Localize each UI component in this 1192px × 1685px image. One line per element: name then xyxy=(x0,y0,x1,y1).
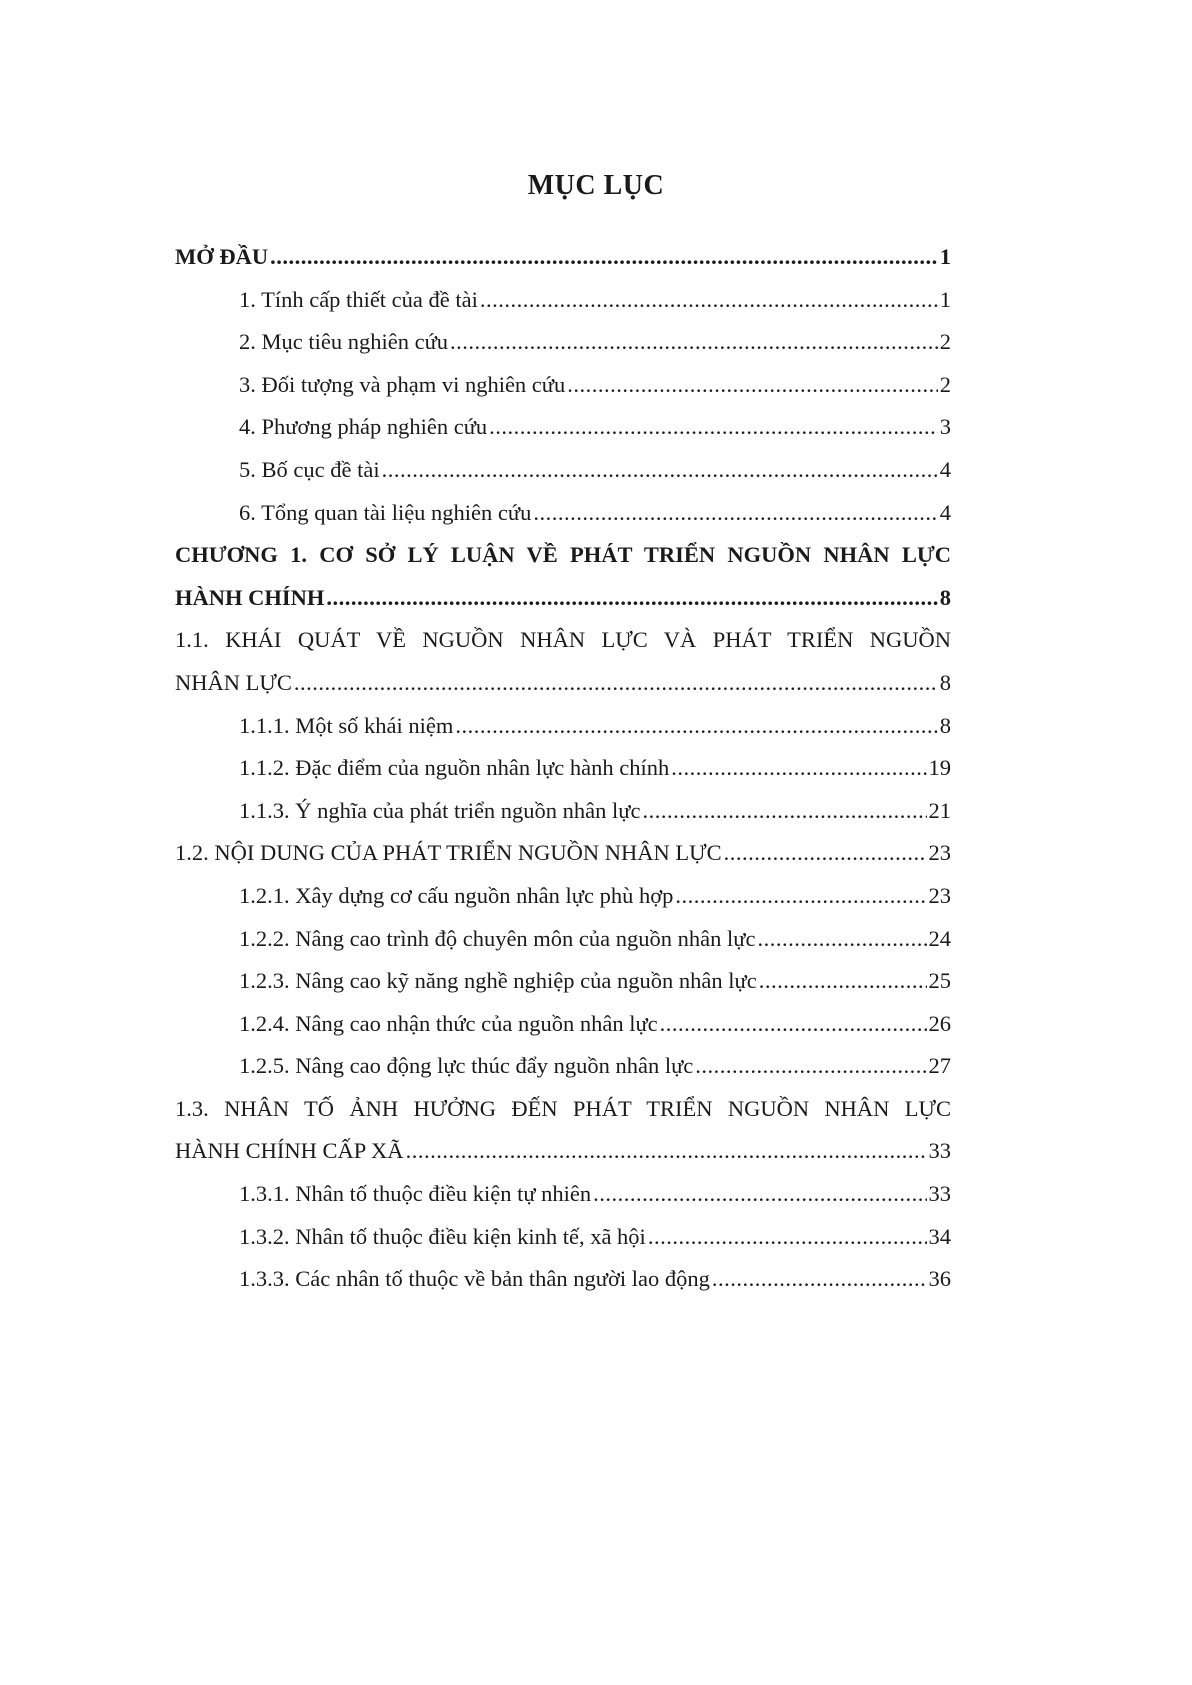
toc-entry-text: 1.2. NỘI DUNG CỦA PHÁT TRIỂN NGUỒN NHÂN LỰC xyxy=(175,840,722,866)
toc-entry-text: MỞ ĐẦU xyxy=(175,244,269,269)
toc-entry[interactable] xyxy=(175,1258,951,1301)
toc-entry-text: 1.1.3. Ý nghĩa của phát triển nguồn nhân lực xyxy=(239,797,641,823)
dot-leader xyxy=(455,705,937,748)
toc-page-number: 2 xyxy=(939,329,951,355)
dot-leader xyxy=(712,1258,927,1301)
toc-page-number: 23 xyxy=(928,882,951,908)
toc-page-number: 23 xyxy=(928,840,951,866)
toc-section-heading-continued[interactable] xyxy=(175,1130,951,1173)
dot-leader xyxy=(270,236,938,279)
toc-entry[interactable] xyxy=(175,790,951,833)
dot-leader xyxy=(648,1216,927,1259)
toc-chapter-heading-continued[interactable] xyxy=(175,577,951,620)
dot-leader xyxy=(326,577,937,620)
toc-entry[interactable] xyxy=(175,1045,951,1088)
dot-leader xyxy=(642,790,926,833)
toc-chapter-heading[interactable] xyxy=(175,534,951,577)
toc-entry-text: 1.1.1. Một số khái niệm xyxy=(239,712,454,738)
dot-leader xyxy=(294,662,938,705)
dot-leader xyxy=(695,1045,926,1088)
toc-entry[interactable] xyxy=(175,321,951,364)
toc-entry[interactable] xyxy=(175,747,951,790)
toc-entry-text: 1.1. KHÁI QUÁT VỀ NGUỒN NHÂN LỰC VÀ PHÁT TRIỂN NGUỒN xyxy=(175,627,951,653)
dot-leader xyxy=(593,1173,926,1216)
dot-leader xyxy=(382,449,938,492)
toc-entry[interactable] xyxy=(175,918,951,961)
toc-entry-text: 1.3.3. Các nhân tố thuộc về bản thân người lao động xyxy=(239,1266,710,1292)
toc-entry[interactable] xyxy=(175,960,951,1003)
toc-page-number: 1 xyxy=(939,244,951,269)
dot-leader xyxy=(406,1130,927,1173)
toc-entry[interactable] xyxy=(175,406,951,449)
dot-leader xyxy=(533,492,937,535)
toc-entry[interactable] xyxy=(175,1003,951,1046)
toc-section-heading[interactable] xyxy=(175,832,951,875)
toc-entry-text: 2. Mục tiêu nghiên cứu xyxy=(239,329,449,355)
toc-section-heading[interactable] xyxy=(175,619,951,662)
toc-page-number: 1 xyxy=(939,286,951,312)
toc-entry-text: 1.3.1. Nhân tố thuộc điều kiện tự nhiên xyxy=(239,1181,592,1207)
toc-entry-text: 1.2.1. Xây dựng cơ cấu nguồn nhân lực phù hợp xyxy=(239,882,674,908)
dot-leader xyxy=(660,1003,927,1046)
toc-entry-text: 6. Tổng quan tài liệu nghiên cứu xyxy=(239,499,532,525)
toc-entry-text: 1.3.2. Nhân tố thuộc điều kiện kinh tế, xã hội xyxy=(239,1223,646,1249)
toc-page-number: 8 xyxy=(939,669,951,695)
toc-page-number: 27 xyxy=(928,1053,951,1079)
toc-entry[interactable] xyxy=(175,492,951,535)
toc-entry-text: NHÂN LỰC xyxy=(175,669,292,695)
toc-entry-text: 1.2.3. Nâng cao kỹ năng nghề nghiệp của nguồn nhân lực xyxy=(239,968,757,994)
toc-entry[interactable] xyxy=(175,705,951,748)
toc-page-number: 33 xyxy=(928,1138,951,1164)
toc-entry[interactable] xyxy=(175,279,951,322)
toc-entry-text: HÀNH CHÍNH CẤP XÃ xyxy=(175,1138,404,1164)
table-of-contents xyxy=(175,236,951,1301)
toc-entry-text: 1.2.4. Nâng cao nhận thức của nguồn nhân lực xyxy=(239,1010,658,1036)
toc-page-number: 4 xyxy=(939,499,951,525)
toc-entry-text: 1. Tính cấp thiết của đề tài xyxy=(239,286,478,312)
dot-leader xyxy=(567,364,938,407)
toc-entry-text: 1.3. NHÂN TỐ ẢNH HƯỞNG ĐẾN PHÁT TRIỂN NGUỒN NHÂN LỰC xyxy=(175,1095,951,1121)
toc-page-number: 19 xyxy=(928,755,951,781)
toc-entry[interactable] xyxy=(175,364,951,407)
toc-section-heading[interactable] xyxy=(175,1088,951,1131)
toc-page-number: 8 xyxy=(939,584,951,610)
toc-entry[interactable] xyxy=(175,1173,951,1216)
dot-leader xyxy=(757,918,926,961)
toc-page-number: 34 xyxy=(928,1223,951,1249)
toc-page-number: 33 xyxy=(928,1181,951,1207)
toc-entry-text: 1.2.2. Nâng cao trình độ chuyên môn của nguồn nhân lực xyxy=(239,925,756,951)
toc-page-number: 8 xyxy=(939,712,951,738)
toc-page-number: 24 xyxy=(928,925,951,951)
toc-entry-text: 4. Phương pháp nghiên cứu xyxy=(239,414,488,440)
dot-leader xyxy=(724,832,927,875)
toc-page-number: 25 xyxy=(928,968,951,994)
toc-entry-text: HÀNH CHÍNH xyxy=(175,584,325,610)
toc-page-number: 21 xyxy=(928,797,951,823)
dot-leader xyxy=(450,321,938,364)
toc-entry[interactable] xyxy=(175,1216,951,1259)
toc-entry-text: 5. Bố cục đề tài xyxy=(239,456,380,482)
toc-entry-text: 1.1.2. Đặc điểm của nguồn nhân lực hành chính xyxy=(239,755,670,781)
dot-leader xyxy=(480,279,938,322)
toc-entry-text: 1.2.5. Nâng cao động lực thúc đẩy nguồn nhân lực xyxy=(239,1053,694,1079)
page-title: MỤC LỤC xyxy=(527,170,665,201)
dot-leader xyxy=(759,960,927,1003)
toc-page-number: 36 xyxy=(928,1266,951,1292)
toc-entry[interactable] xyxy=(175,875,951,918)
toc-entry-text: 3. Đối tượng và phạm vi nghiên cứu xyxy=(239,371,566,397)
toc-page-number: 26 xyxy=(928,1010,951,1036)
toc-page-number: 4 xyxy=(939,456,951,482)
dot-leader xyxy=(675,875,926,918)
dot-leader xyxy=(671,747,926,790)
toc-entry-mo-dau[interactable] xyxy=(175,236,951,279)
dot-leader xyxy=(489,406,938,449)
toc-entry-text: CHƯƠNG 1. CƠ SỞ LÝ LUẬN VỀ PHÁT TRIỂN NGUỒN NHÂN LỰC xyxy=(175,542,951,568)
toc-section-heading-continued[interactable] xyxy=(175,662,951,705)
toc-page-number: 3 xyxy=(939,414,951,440)
toc-entry[interactable] xyxy=(175,449,951,492)
toc-page-number: 2 xyxy=(939,371,951,397)
